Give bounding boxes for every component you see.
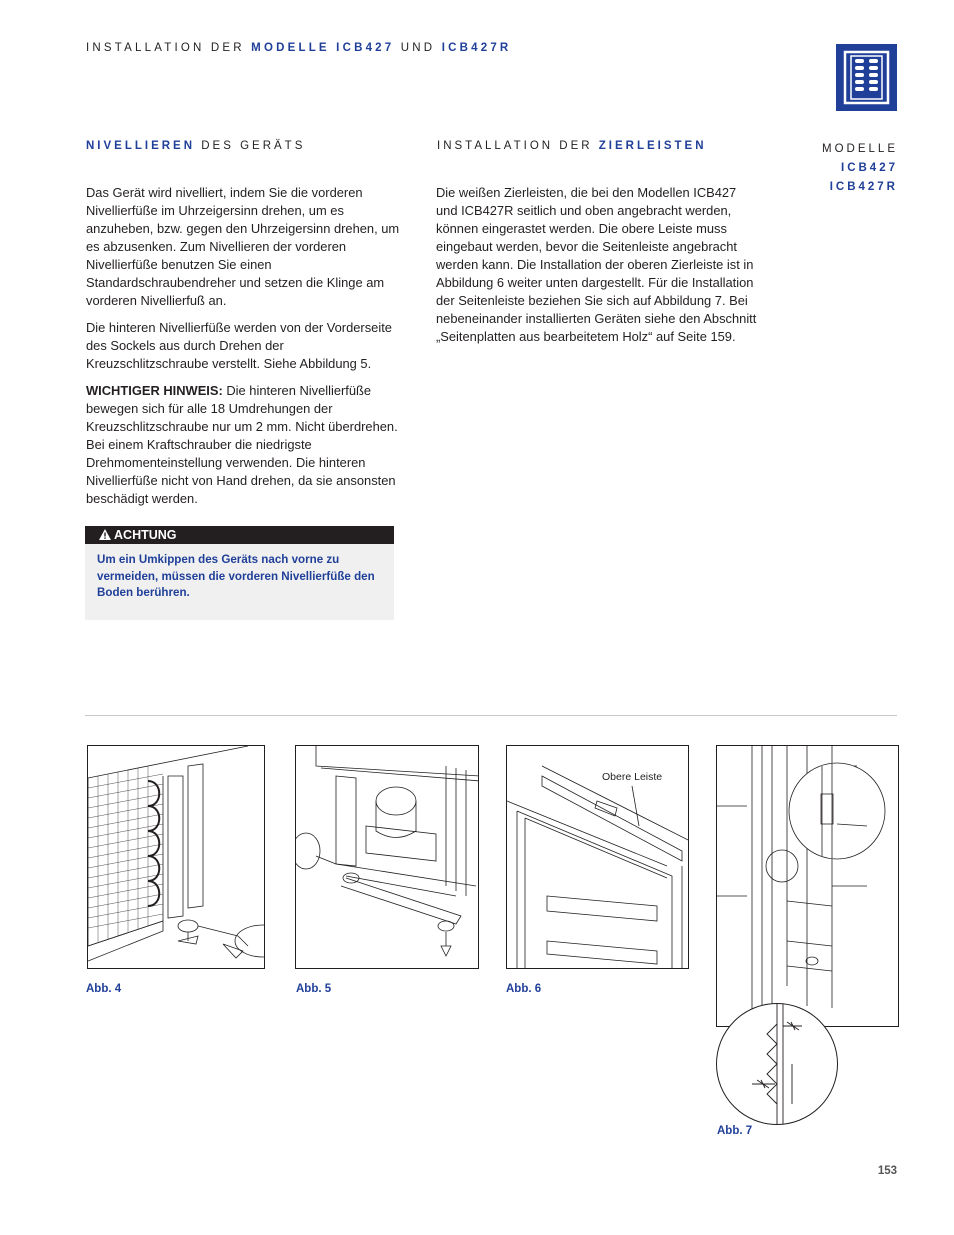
- header-model-1: MODELLE ICB427: [251, 42, 395, 54]
- figure-4-image: [87, 745, 265, 969]
- leveling-title-strong: NIVELLIEREN: [86, 140, 196, 152]
- trim-title-rest: INSTALLATION DER: [437, 140, 593, 152]
- wine-rack-icon: [836, 44, 897, 111]
- trim-paragraph-1: Die weißen Zierleisten, die bei den Modellen ICB427 und ICB427R seitlich und oben angebracht werden, können eingerastet werden. Die obere Leiste muss eingebaut werden, bevor die Seitenleiste angebracht werden kann. Die Installation der oberen Zierleiste ist in Abbildung 6 weiter unten dargestellt. Für die Installation der Seitenleiste beziehen Sie sich auf Abbildung 7. Bei nebeneinander installierten Geräten siehe den Abschnitt „Seitenplatten aus bearbeitetem Holz“ auf Seite 159.: [436, 185, 757, 344]
- trim-text: [436, 184, 758, 355]
- model-icb427: ICB427: [841, 162, 898, 174]
- figure-6-label: Obere Leiste: [602, 771, 663, 783]
- trim-title-strong: ZIERLEISTEN: [598, 140, 707, 152]
- caution-header: [85, 526, 394, 544]
- figure-6-image: [506, 745, 689, 969]
- leveling-text: [86, 184, 406, 517]
- trim-title: [437, 140, 707, 152]
- leveling-title: [86, 140, 305, 152]
- page-number: 153: [877, 1165, 897, 1177]
- leveling-paragraph-3: [86, 382, 406, 508]
- header-prefix: INSTALLATION DER: [86, 42, 245, 54]
- section-divider: [85, 715, 897, 716]
- figure-6-caption: Abb. 6: [506, 983, 542, 995]
- caution-text: Um ein Umkippen des Geräts nach vorne zu vermeiden, müssen die vorderen Nivellierfüße den Boden berühren.: [97, 553, 375, 599]
- leveling-title-rest: DES GERÄTS: [201, 140, 306, 152]
- figure-7-caption: Abb. 7: [717, 1125, 753, 1137]
- figure-5-image: [295, 745, 479, 969]
- page-header: [86, 42, 511, 54]
- figure-7-image: [716, 745, 899, 1027]
- figure-7-detail: [716, 1003, 838, 1125]
- models-label: MODELLE: [822, 143, 898, 155]
- caution-label: ACHTUNG: [114, 528, 177, 542]
- warning-triangle-icon: [99, 529, 111, 540]
- caution-box: [85, 526, 394, 620]
- header-model-2: ICB427R: [441, 42, 512, 54]
- important-note-text: Die hinteren Nivellierfüße bewegen sich für alle 18 Umdrehungen der Kreuzschlitzschraube nur um 2 mm. Nicht überdrehen. Bei einem Kraftschrauber die niedrigste Drehmomenteinstellung verwenden. Die hinteren Nivellierfüße nicht von Hand drehen, da sie ansonsten beschädigt werden.: [86, 383, 398, 506]
- figure-4-caption: Abb. 4: [86, 983, 122, 995]
- header-und: UND: [400, 42, 436, 54]
- leveling-paragraph-1: Das Gerät wird nivelliert, indem Sie die vorderen Nivellierfüße im Uhrzeigersinn drehen, um es anzuheben, bzw. gegen den Uhrzeigersinn drehen, um es abzusenken. Zum Nivellieren der vorderen Nivellierfüße benutzen Sie einen Standardschraubendreher und setzen die Klinge am vorderen Nivellierfuß an.: [86, 185, 400, 308]
- important-note-label: WICHTIGER HINWEIS:: [86, 383, 223, 398]
- model-icb427r: ICB427R: [829, 181, 898, 193]
- models-box: [822, 140, 898, 197]
- figure-5-caption: Abb. 5: [296, 983, 332, 995]
- leveling-paragraph-2: Die hinteren Nivellierfüße werden von der Vorderseite des Sockels aus durch Drehen der Kreuzschlitzschraube verstellt. Siehe Abbildung 5.: [86, 320, 392, 371]
